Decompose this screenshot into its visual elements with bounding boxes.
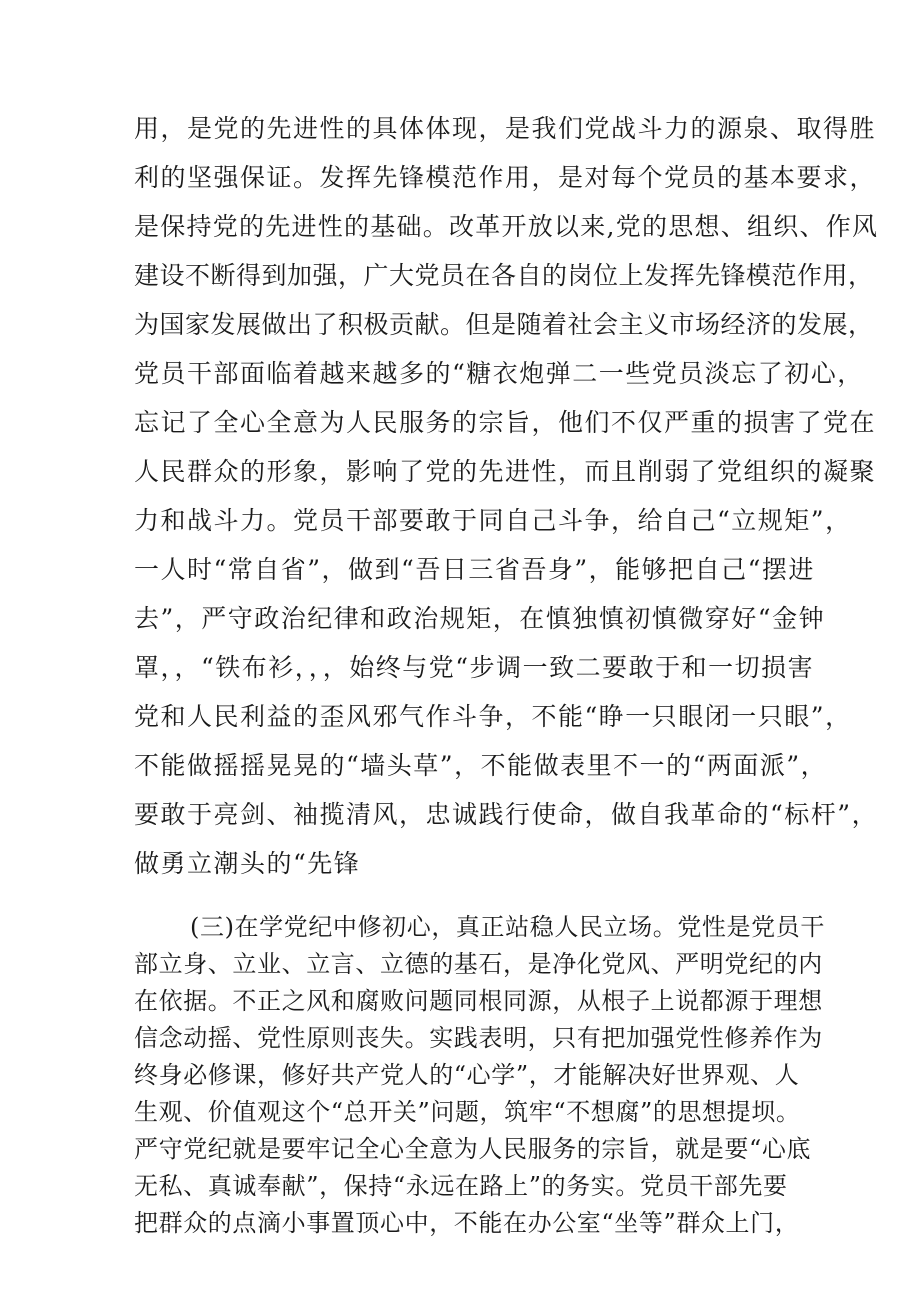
text-line: 建设不断得到加强，广大党员在各自的岗位上发挥先锋模范作用， bbox=[134, 261, 874, 290]
text-line: 用，是党的先进性的具体体现，是我们党战斗力的源泉、取得胜 bbox=[134, 114, 877, 143]
text-line: 把群众的点滴小事置顶心中，不能在办公室“坐等”群众上门， bbox=[134, 1209, 800, 1237]
text-line: 是保持党的先进性的基础。改革开放以来,党的思想、组织、作风 bbox=[134, 212, 879, 241]
text-line: 生观、价值观这个“总开关”问题，筑牢“不想腐”的思想提坝。 bbox=[134, 1098, 801, 1126]
text-line: 去”，严守政治纪律和政治规矩，在慎独慎初慎微穿好“金钟 bbox=[134, 604, 826, 633]
text-line: 严守党纪就是要牢记全心全意为人民服务的宗旨，就是要“心底 bbox=[134, 1135, 812, 1163]
text-line: 终身必修课，修好共产党人的“心学”，才能解决好世界观、人 bbox=[134, 1061, 800, 1089]
text-line: 做勇立潮头的“先锋 bbox=[134, 849, 361, 878]
text-line: 罩，，“铁布衫，，，始终与党“步调一致二要敢于和一切损害 bbox=[134, 653, 815, 682]
text-line: 忘记了全心全意为人民服务的宗旨，他们不仅严重的损害了党在 bbox=[134, 408, 877, 437]
text-line: 一人时“常自省”，做到“吾日三省吾身”，能够把自己“摆进 bbox=[134, 555, 815, 584]
text-line: 要敢于亮剑、袖揽清风，忠诚践行使命，做自我革命的“标杆”， bbox=[134, 800, 879, 829]
text-line: 部立身、立业、立言、立德的基石，是净化党风、严明党纪的内 bbox=[134, 950, 823, 978]
text-line: 无私、真诚奉献”，保持“永远在路上”的务实。党员干部先要 bbox=[134, 1172, 788, 1200]
text-line: 为国家发展做出了积极贡献。但是随着社会主义市场经济的发展， bbox=[134, 310, 874, 339]
section-heading-line: (三)在学党纪中修初心，真正站稳人民立场。党性是党员干 bbox=[190, 913, 825, 941]
text-line: 党员干部面临着越来越多的“糖衣炮弹二一些党员淡忘了初心， bbox=[134, 359, 864, 388]
text-line: 人民群众的形象，影响了党的先进性，而且削弱了党组织的凝聚 bbox=[134, 457, 877, 486]
text-line: 利的坚强保证。发挥先锋模范作用，是对每个党员的基本要求， bbox=[134, 163, 877, 192]
text-line: 不能做摇摇晃晃的“墙头草”，不能做表里不一的“两面派”， bbox=[134, 751, 828, 780]
text-line: 党和人民利益的歪风邪气作斗争，不能“睁一只眼闭一只眼”， bbox=[134, 702, 852, 731]
text-line: 在依据。不正之风和腐败问题同根同源，从根子上说都源于理想 bbox=[134, 987, 823, 1015]
text-line: 力和战斗力。党员干部要敢于同自己斗争，给自己“立规矩”， bbox=[134, 506, 852, 535]
text-line: 信念动摇、党性原则丧失。实践表明，只有把加强党性修养作为 bbox=[134, 1024, 823, 1052]
